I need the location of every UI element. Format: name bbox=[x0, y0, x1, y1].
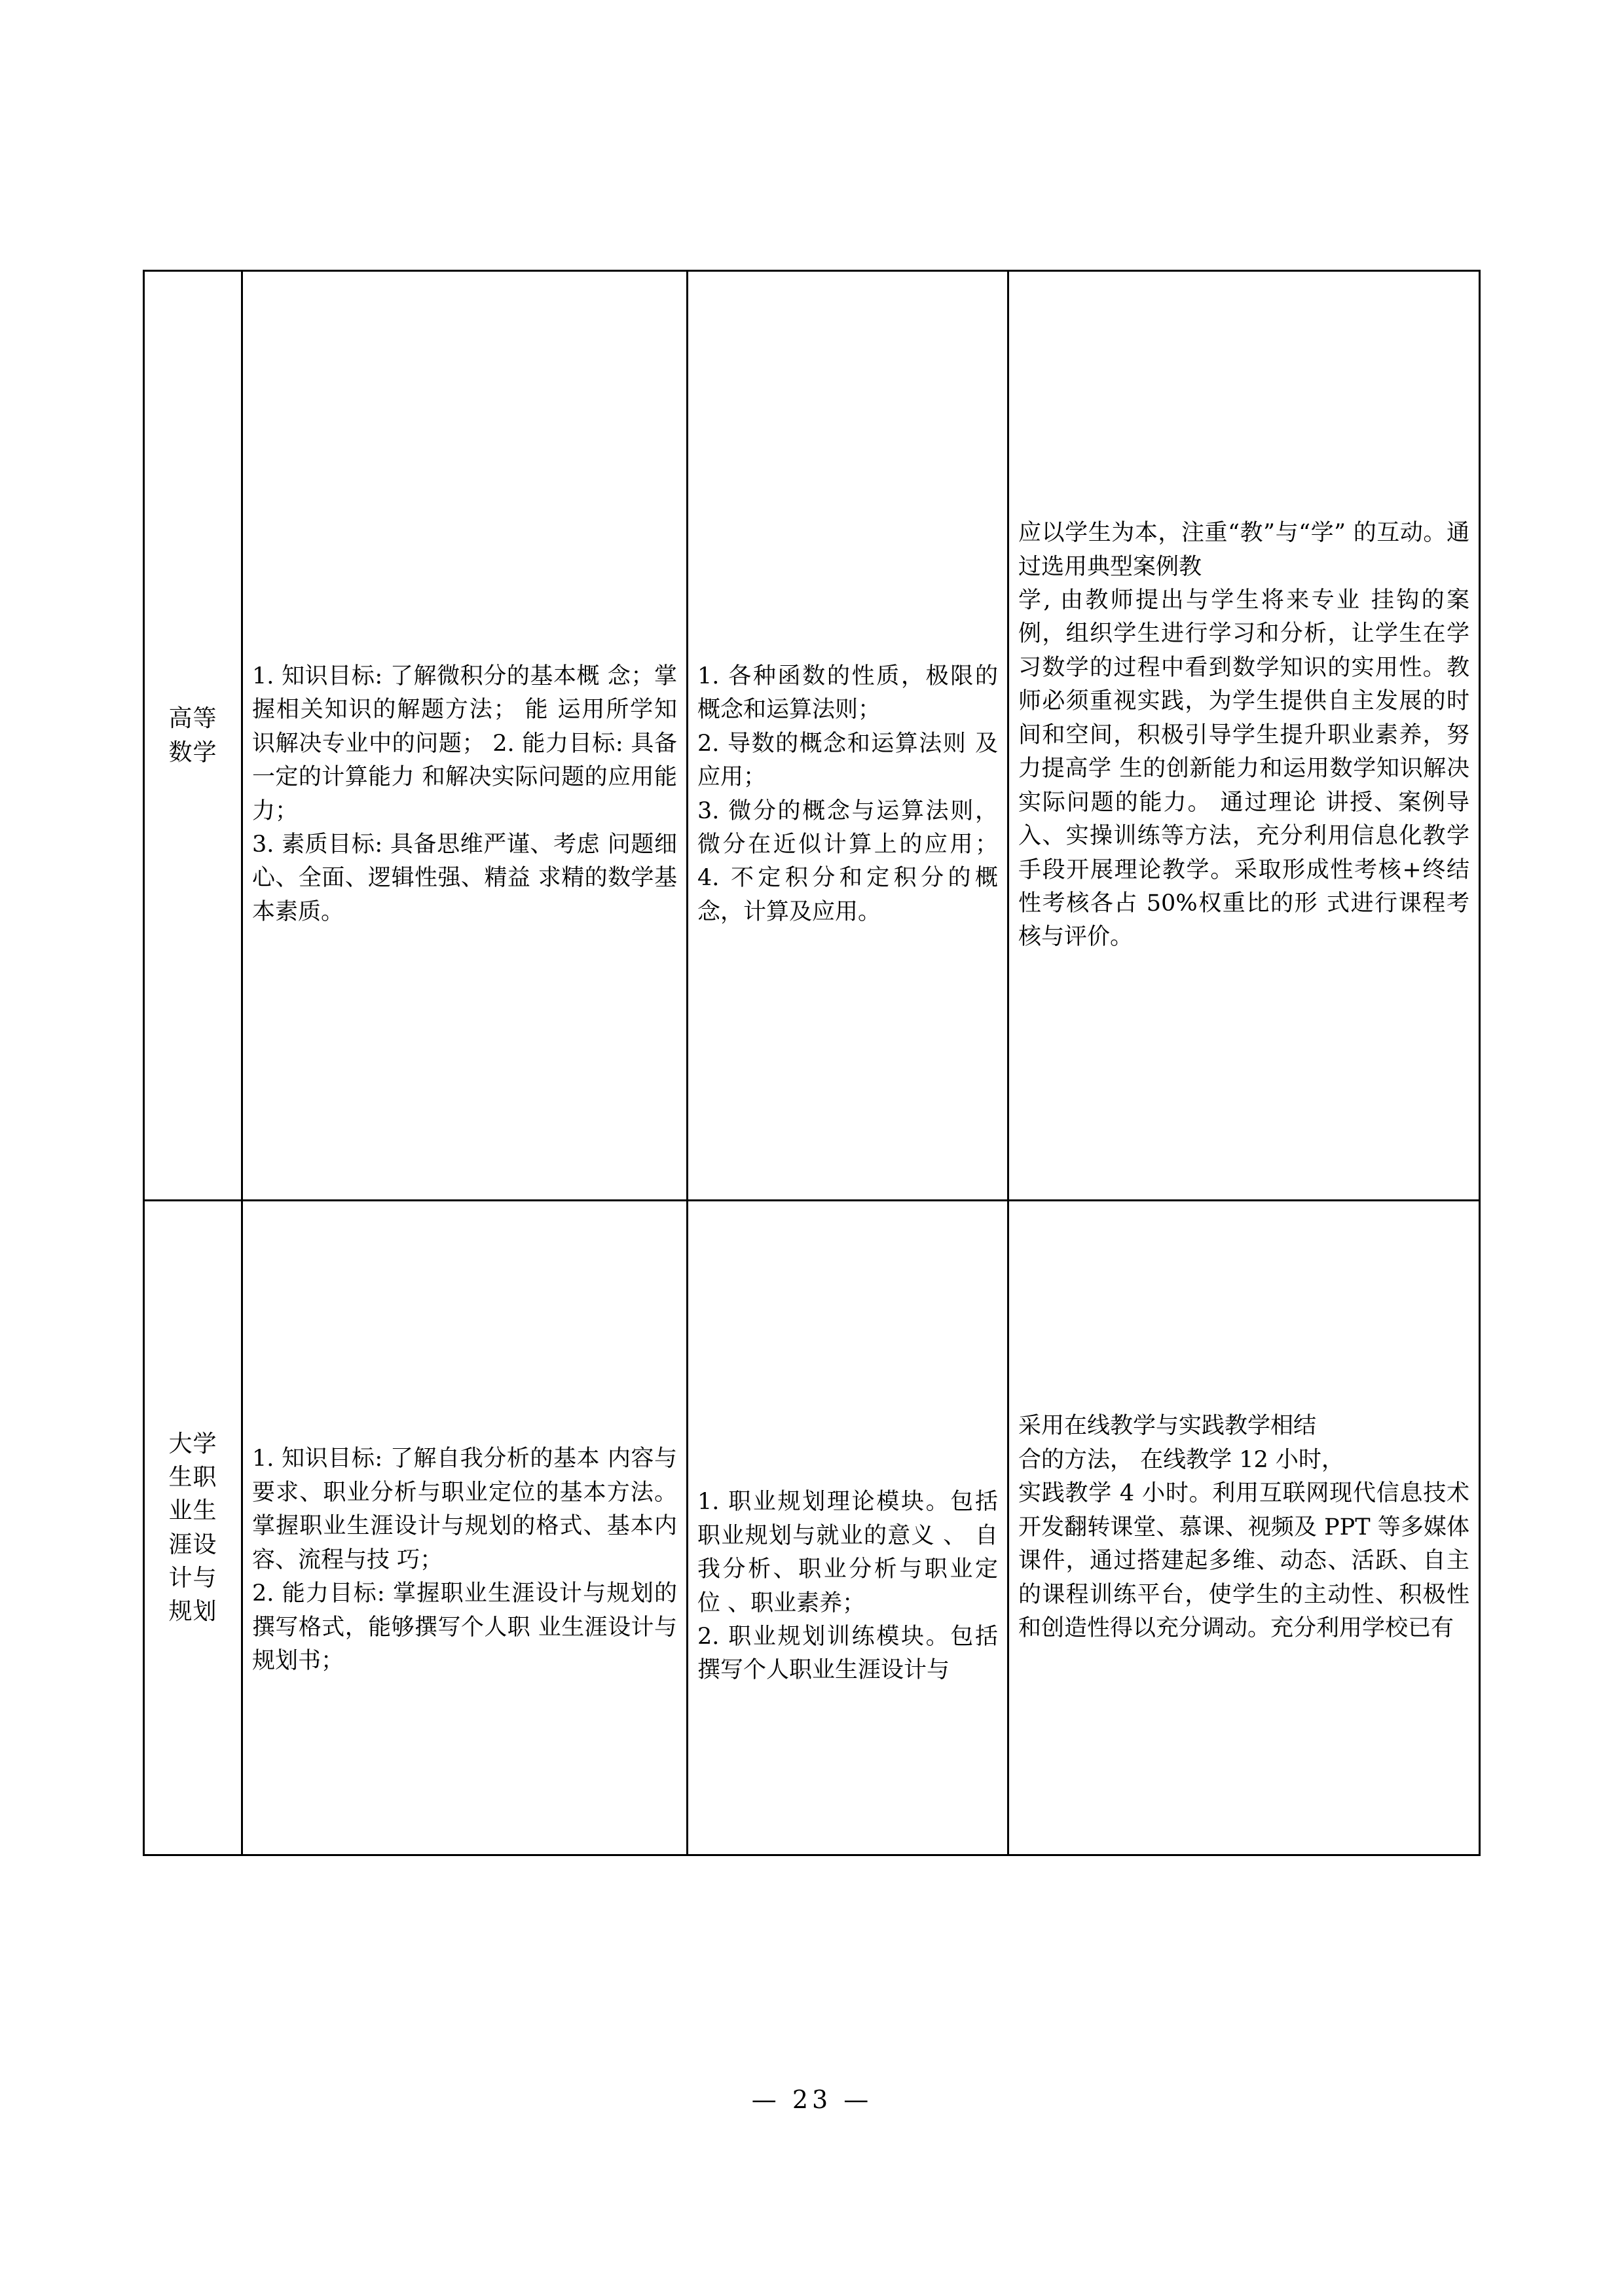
objectives-paragraph-1: 1. 知识目标: 了解自我分析的基本 内容与要求、职业分析与职业定位的基本方法。掌握职业生涯设计与规划的格式、基本内容、流程与技 巧； bbox=[252, 1446, 677, 1573]
objectives-paragraph-2: 2. 能力目标: 掌握职业生涯设计与规划的撰写格式，能够撰写个人职 业生涯设计与规划书； bbox=[252, 1580, 677, 1675]
content-text bbox=[697, 542, 998, 930]
curriculum-table bbox=[143, 270, 1481, 1856]
objectives-paragraph-1: 1. 知识目标: 了解微积分的基本概 念；掌握相关知识的解题方法； 能 运用所学知识解决专业中的问题； 2. 能力目标: 具备一定的计算能力 和解决实际问题的应用能力； bbox=[252, 663, 677, 824]
method-paragraph-3: 实践教学 4 小时。利用互联网现代信息技术开发翻转课堂、慕课、视频及 PPT 等多媒体课件，通过搭建起多维、动态、活跃、自主的课程训练平台，使学生的主动性、积极性和创造性得以充分调动。充分利用学校已有 bbox=[1018, 1480, 1469, 1642]
table-row bbox=[144, 1201, 1480, 1855]
course-name-label: 高等 数学 bbox=[168, 705, 217, 766]
course-name-cell bbox=[144, 1201, 242, 1855]
course-objectives-cell bbox=[242, 271, 688, 1201]
objectives-text bbox=[252, 542, 677, 930]
table-row bbox=[144, 271, 1480, 1201]
method-paragraph-2: 学, 由教师提出与学生将来专业 挂钩的案例，组织学生进行学习和分析，让学生在学习数学的过程中看到数学知识的实用性。教师必须重视实践，为学生提供自主发展的时间和空间，积极引导学生提升职业素养，努力提高学 生的创新能力和运用数学知识解决实际问题的能力。 通过理论 讲授、案例导入、实操训练等方法，充分利用信息化教学手段开展理论教学。采取形成性考核+终结性考核各占 50%权重比的形 式进行课程考核与评价。 bbox=[1018, 587, 1469, 951]
content-text bbox=[697, 1368, 998, 1688]
course-content-cell bbox=[688, 271, 1008, 1201]
content-paragraph-2: 2. 职业规划训练模块。包括 撰写个人职业生涯设计与 bbox=[697, 1623, 998, 1684]
course-content-cell bbox=[688, 1201, 1008, 1855]
objectives-paragraph-2: 3. 素质目标: 具备思维严谨、考虑 问题细心、全面、逻辑性强、精益 求精的数学基本素质。 bbox=[252, 831, 677, 925]
method-text bbox=[1018, 1410, 1469, 1645]
content-paragraph-1: 1. 各种函数的性质，极限的 概念和运算法则； bbox=[697, 663, 998, 723]
method-paragraph-2: 合的方法， 在线教学 12 小时， bbox=[1018, 1446, 1344, 1473]
course-objectives-cell bbox=[242, 1201, 688, 1855]
method-paragraph-1: 采用在线教学与实践教学相结 bbox=[1018, 1413, 1317, 1440]
page-number: — 23 — bbox=[751, 2085, 873, 2114]
teaching-method-cell bbox=[1008, 1201, 1480, 1855]
course-name-cell bbox=[144, 271, 242, 1201]
content-paragraph-3: 3. 微分的概念与运算法则，微分在近似计算上的应用； 4. 不定积分和定积分的概念，计算及应用。 bbox=[697, 797, 998, 925]
teaching-method-cell bbox=[1008, 271, 1480, 1201]
course-name-label: 大学 生职 业生 涯设 计与 规划 bbox=[168, 1430, 217, 1625]
objectives-text bbox=[252, 1377, 677, 1678]
method-paragraph-1: 应以学生为本，注重“教”与“学” 的互动。通过选用典型案例教 bbox=[1018, 520, 1469, 580]
method-text bbox=[1018, 517, 1469, 955]
content-paragraph-2: 2. 导数的概念和运算法则 及应用； bbox=[697, 730, 998, 791]
content-paragraph-1: 1. 职业规划理论模块。包括 职业规划与就业的意义 、 自我分析、职业分析与职业定 位 、职业素养； bbox=[697, 1489, 998, 1616]
